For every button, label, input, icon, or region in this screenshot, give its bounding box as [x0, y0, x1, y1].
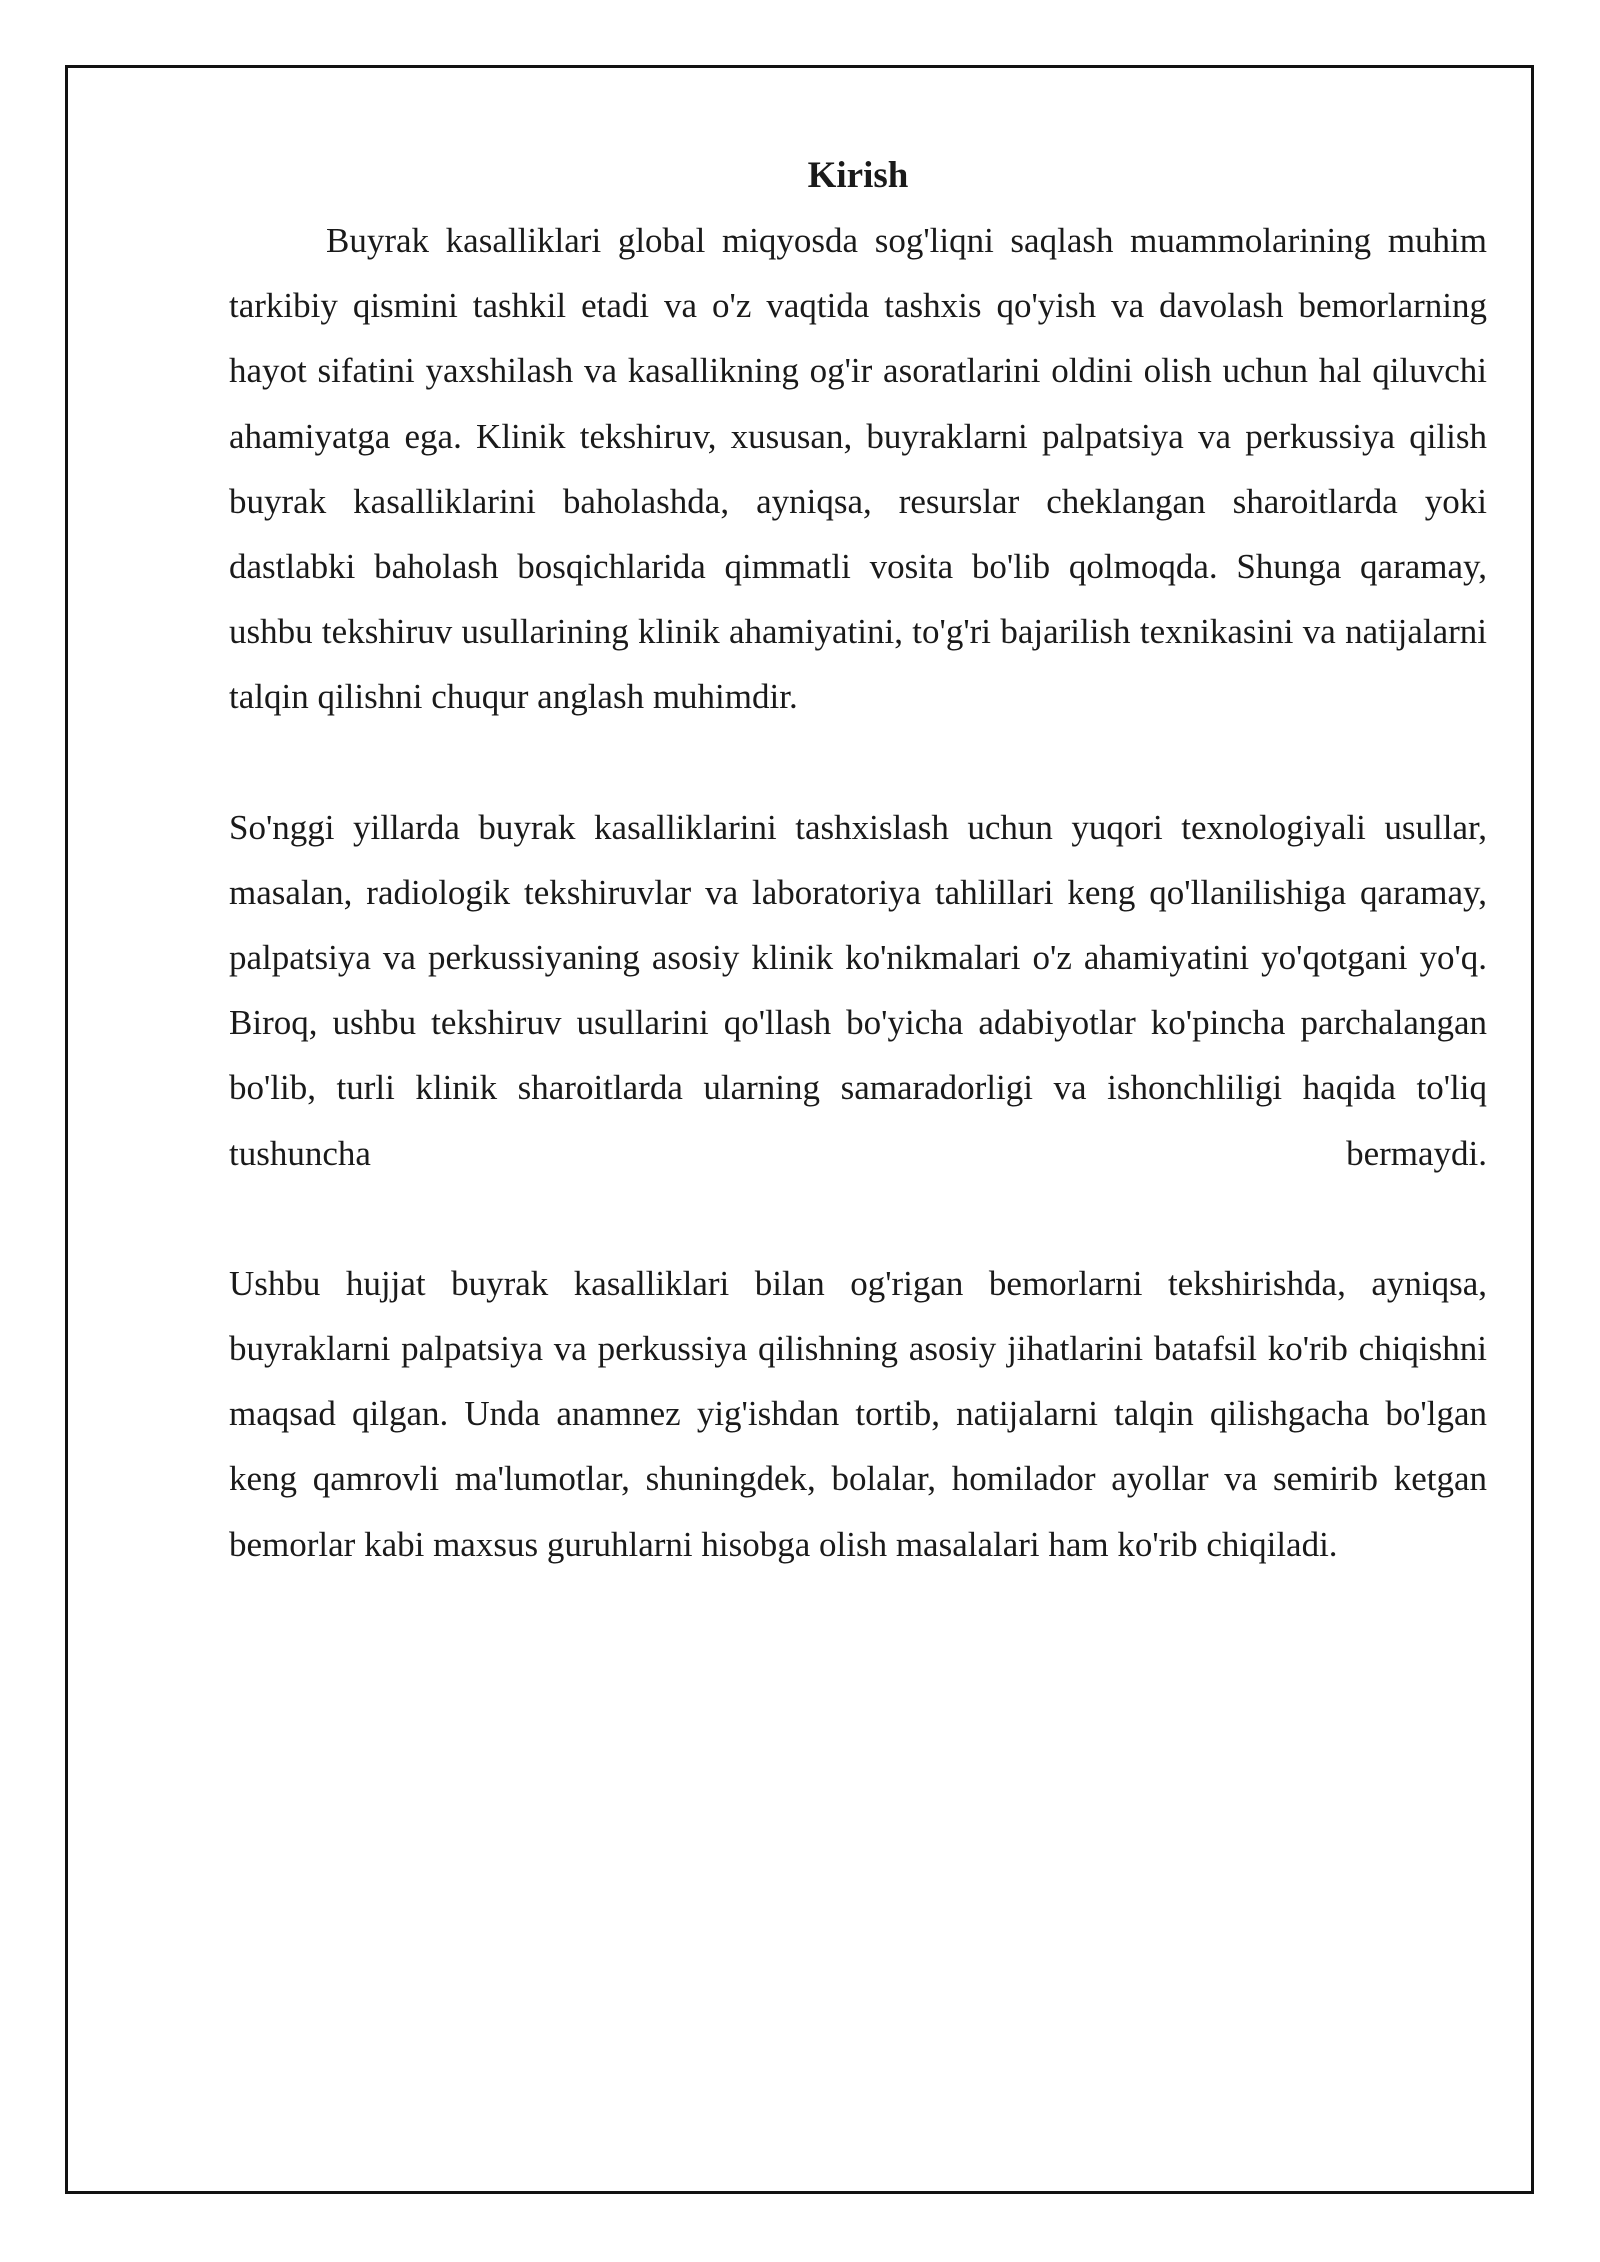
- paragraph-spacer: [229, 730, 1487, 795]
- document-body: [229, 150, 1487, 1577]
- paragraph-spacer: [229, 1186, 1487, 1251]
- paragraph-3: Ushbu hujjat buyrak kasalliklari bilan og'rigan bemorlarni tekshirishda, ayniqsa, buyraklarni palpatsiya va perkussiya qilishning asosiy jihatlarini batafsil ko'rib chiqishni maqsad qilgan. Unda anamnez yig'ishdan tortib, natijalarni talqin qilishgacha bo'lgan keng qamrovli ma'lumotlar, shuningdek, bolalar, homilador ayollar va semirib ketgan bemorlar kabi maxsus guruhlarni hisobga olish masalalari ham ko'rib chiqiladi.: [229, 1263, 1487, 1564]
- page-title: Kirish: [807, 155, 909, 196]
- paragraph-1: Buyrak kasalliklari global miqyosda sog'liqni saqlash muammolarining muhim tarkibiy qismini tashkil etadi va o'z vaqtida tashxis qo'yish va davolash bemorlarning hayot sifatini yaxshilash va kasallikning og'ir asoratlarini oldini olish uchun hal qiluvchi ahamiyatga ega. Klinik tekshiruv, xususan, buyraklarni palpatsiya va perkussiya qilish buyrak kasalliklarini baholashda, ayniqsa, resurslar cheklangan sharoitlarda yoki dastlabki baholash bosqichlarida qimmatli vosita bo'lib qolmoqda. Shunga qaramay, ushbu tekshiruv usullarining klinik ahamiyatini, to'g'ri bajarilish texnikasini va natijalarni talqin qilishni chuqur anglash muhimdir.: [229, 221, 1487, 717]
- paragraph-2: So'nggi yillarda buyrak kasalliklarini tashxislash uchun yuqori texnologiyali usullar, masalan, radiologik tekshiruvlar va laboratoriya tahlillari keng qo'llanilishiga qaramay, palpatsiya va perkussiyaning asosiy klinik ko'nikmalari o'z ahamiyatini yo'qotgani yo'q. Biroq, ushbu tekshiruv usullarini qo'llash bo'yicha adabiyotlar ko'pincha parchalangan bo'lib, turli klinik sharoitlarda ularning samaradorligi va ishonchliligi haqida to'liq tushuncha bermaydi.: [229, 807, 1487, 1173]
